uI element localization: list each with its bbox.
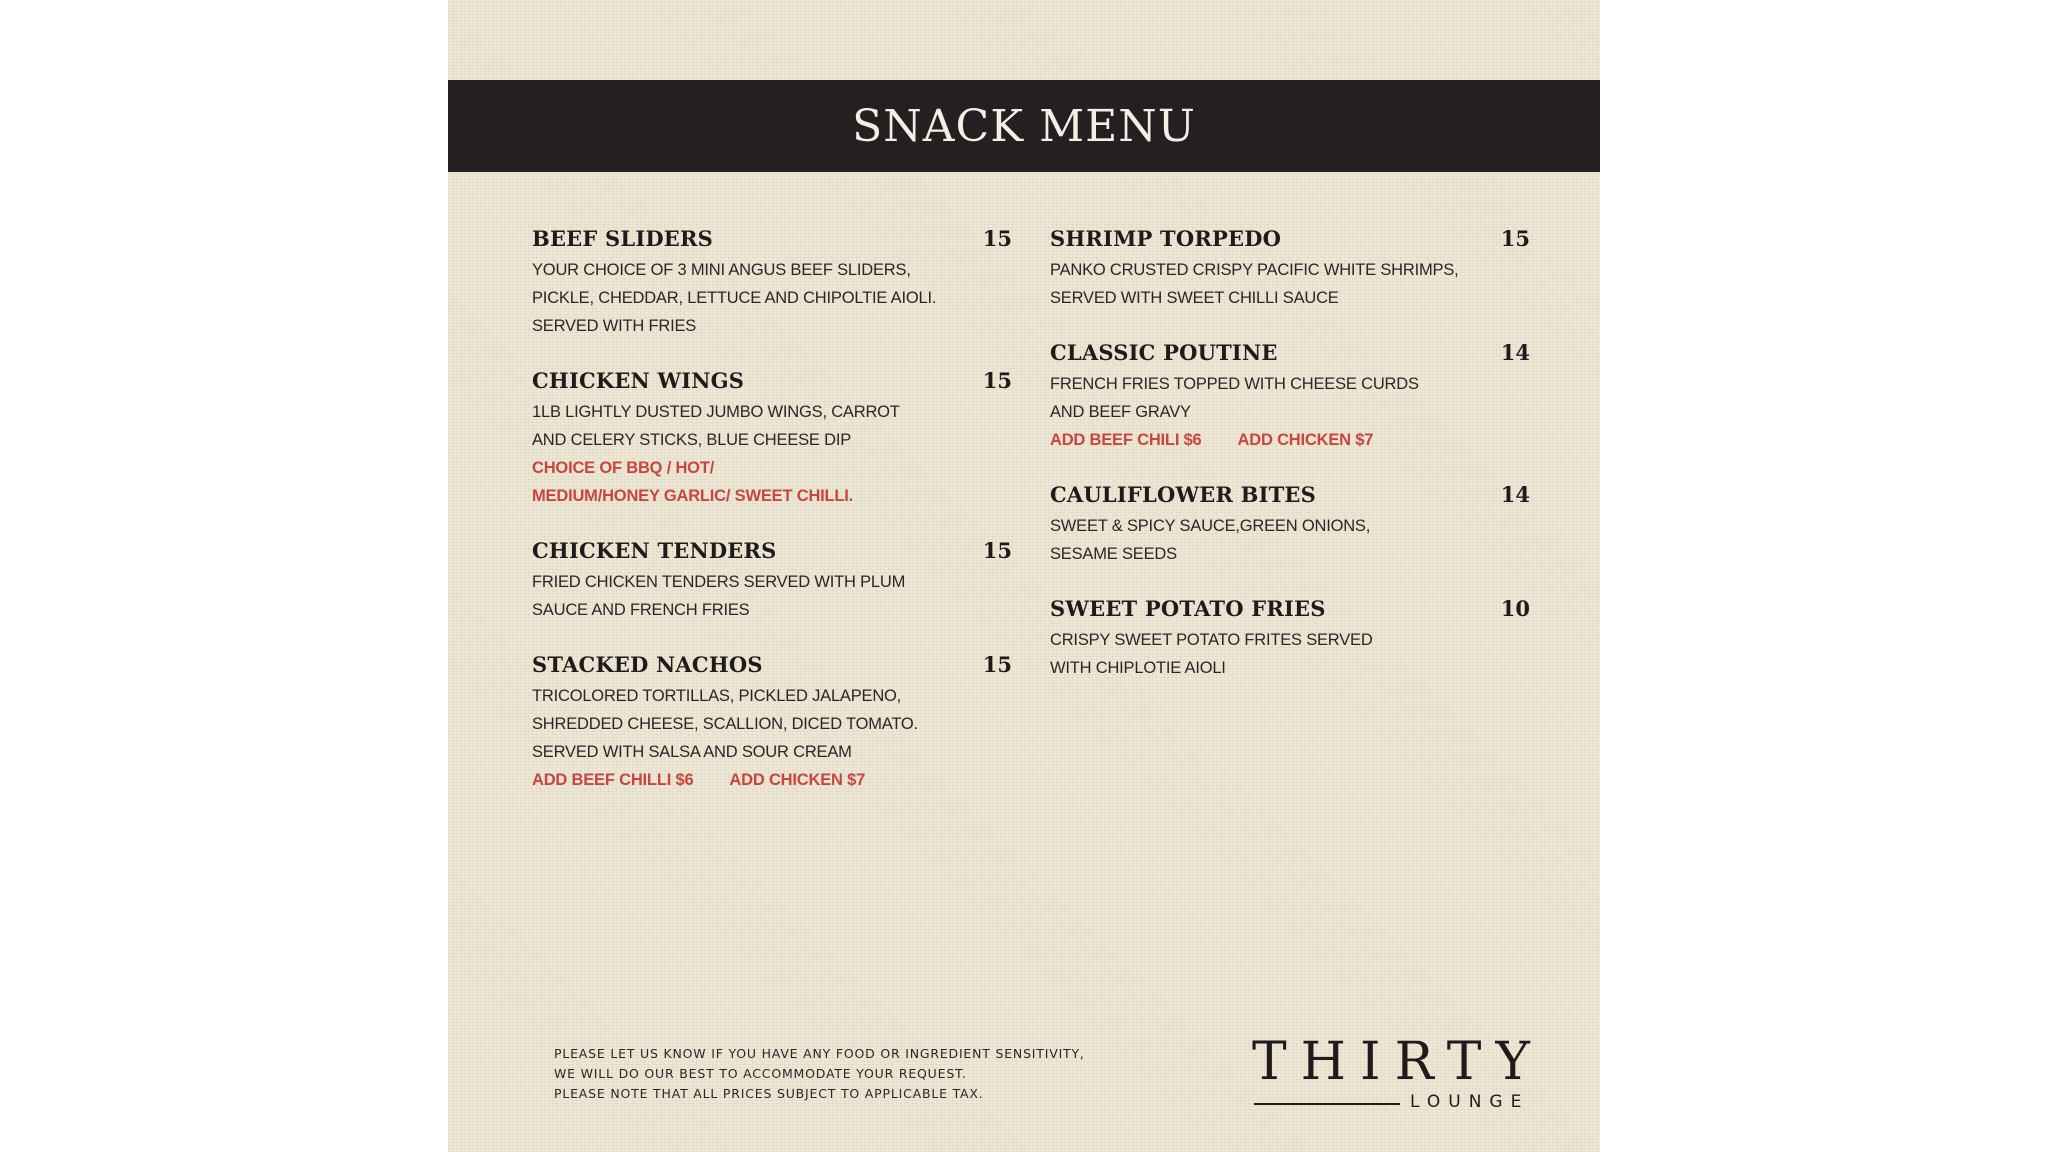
item-name: CHICKEN TENDERS	[532, 538, 777, 563]
menu-item-sweet-potato-fries	[1050, 596, 1530, 682]
item-description: SHREDDED CHEESE, SCALLION, DICED TOMATO.	[532, 715, 918, 733]
menu-item-chicken-tenders	[532, 538, 1012, 624]
item-description: AND BEEF GRAVY	[1050, 403, 1191, 421]
item-price: 15	[982, 652, 1012, 677]
item-addons	[1050, 426, 1530, 454]
item-name: BEEF SLIDERS	[532, 226, 713, 251]
thirty-lounge-logo	[1252, 1032, 1544, 1116]
item-description: CRISPY SWEET POTATO FRITES SERVED	[1050, 631, 1373, 649]
menu-page	[448, 0, 1600, 1152]
item-description: PANKO CRUSTED CRISPY PACIFIC WHITE SHRIMPS,	[1050, 261, 1459, 279]
item-price: 15	[982, 538, 1012, 563]
title-band	[448, 80, 1600, 172]
menu-item-cauliflower-bites	[1050, 482, 1530, 568]
item-price: 14	[1500, 482, 1530, 507]
menu-item-stacked-nachos	[532, 652, 1012, 794]
item-description: FRIED CHICKEN TENDERS SERVED WITH PLUM	[532, 573, 906, 591]
logo-rule	[1254, 1103, 1400, 1105]
footer-line: PLEASE NOTE THAT ALL PRICES SUBJECT TO APPLICABLE TAX.	[554, 1086, 984, 1101]
item-description: SWEET & SPICY SAUCE,GREEN ONIONS,	[1050, 517, 1371, 535]
footer-line: PLEASE LET US KNOW IF YOU HAVE ANY FOOD OR INGREDIENT SENSITIVITY,	[554, 1046, 1085, 1061]
item-description: PICKLE, CHEDDAR, LETTUCE AND CHIPOLTIE AIOLI.	[532, 289, 937, 307]
item-description: SESAME SEEDS	[1050, 545, 1177, 563]
item-name: SWEET POTATO FRIES	[1050, 596, 1326, 621]
logo-wordmark: THIRTY	[1252, 1032, 1544, 1092]
item-description: YOUR CHOICE OF 3 MINI ANGUS BEEF SLIDERS,	[532, 261, 911, 279]
logo-subtitle: LOUNGE	[1410, 1092, 1530, 1112]
addon-chicken: ADD CHICKEN $7	[729, 771, 866, 789]
item-name: CLASSIC POUTINE	[1050, 340, 1278, 365]
item-price: 14	[1500, 340, 1530, 365]
item-description: SAUCE AND FRENCH FRIES	[532, 601, 750, 619]
item-name: SHRIMP TORPEDO	[1050, 226, 1282, 251]
item-description: 1LB LIGHTLY DUSTED JUMBO WINGS, CARROT	[532, 403, 900, 421]
item-name: CAULIFLOWER BITES	[1050, 482, 1317, 507]
item-description: WITH CHIPLOTIE AIOLI	[1050, 659, 1226, 677]
item-description: SERVED WITH SWEET CHILLI SAUCE	[1050, 289, 1339, 307]
item-name: STACKED NACHOS	[532, 652, 763, 677]
item-sauce-options: MEDIUM/HONEY GARLIC/ SWEET CHILLI.	[532, 487, 854, 505]
item-addons	[532, 766, 1012, 794]
addon-beef-chili: ADD BEEF CHILI $6	[1050, 431, 1202, 449]
item-description: TRICOLORED TORTILLAS, PICKLED JALAPENO,	[532, 687, 902, 705]
item-price: 15	[1500, 226, 1530, 251]
allergy-tax-note	[554, 1044, 1085, 1104]
menu-item-shrimp-torpedo	[1050, 226, 1530, 312]
item-description: SERVED WITH FRIES	[532, 317, 697, 335]
item-description: FRENCH FRIES TOPPED WITH CHEESE CURDS	[1050, 375, 1419, 393]
item-name: CHICKEN WINGS	[532, 368, 745, 393]
right-column	[1050, 226, 1530, 710]
left-column	[532, 226, 1012, 822]
item-price: 10	[1500, 596, 1530, 621]
menu-item-chicken-wings	[532, 368, 1012, 510]
item-description: AND CELERY STICKS, BLUE CHEESE DIP	[532, 431, 852, 449]
menu-item-beef-sliders	[532, 226, 1012, 340]
item-price: 15	[982, 368, 1012, 393]
item-sauce-options: CHOICE OF BBQ / HOT/	[532, 459, 715, 477]
addon-beef-chilli: ADD BEEF CHILLI $6	[532, 771, 694, 789]
item-price: 15	[982, 226, 1012, 251]
menu-item-classic-poutine	[1050, 340, 1530, 454]
addon-chicken: ADD CHICKEN $7	[1237, 431, 1374, 449]
item-description: SERVED WITH SALSA AND SOUR CREAM	[532, 743, 852, 761]
menu-title: SNACK MENU	[852, 100, 1196, 152]
footer-line: WE WILL DO OUR BEST TO ACCOMMODATE YOUR REQUEST.	[554, 1066, 967, 1081]
